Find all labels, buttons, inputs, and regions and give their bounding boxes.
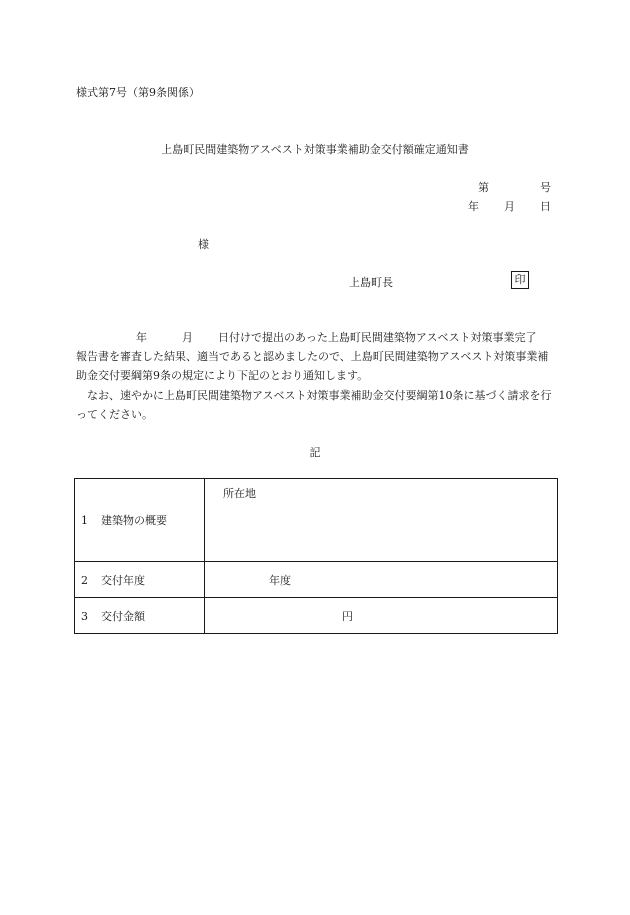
body-first-line [76,328,552,347]
grant-amount: 円 [205,598,558,634]
body-paragraph-2: なお、速やかに上島町民間建築物アスベスト対策事業補助金交付要綱第10条に基づく請求を行ってください。 [76,388,552,421]
row-label [75,598,205,634]
body-paragraph-1: 報告書を審査した結果、適当であると認めましたので、上島町民間建築物アスベスト対策事業補助金交付要綱第9条の規定により下記のとおり通知します。 [76,350,549,383]
body-date-day: 日付けで提出のあった上島町民間建築物アスベスト対策事業完了 [218,331,537,344]
grant-fiscal-year: 年度 [205,562,558,598]
row-number: 1 [81,514,88,527]
notice-body [76,328,552,424]
form-number: 様式第7号（第9条関係） [76,86,200,99]
date-month: 月 [504,200,515,213]
row-number: 2 [81,573,88,587]
row-label [75,562,205,598]
table-row [75,598,558,634]
table-row [75,479,558,562]
row-label-text: 交付年度 [101,573,145,587]
row-label-text: 交付金額 [101,609,145,623]
date-day: 日 [540,200,551,213]
date-year: 年 [468,200,479,213]
row-label-text: 建築物の概要 [101,514,167,527]
row-number: 3 [81,609,88,623]
document-title: 上島町民間建築物アスベスト対策事業補助金交付額確定通知書 [161,143,469,156]
body-date-month: 月 [182,331,193,344]
addressee: 様 [198,238,209,251]
table-row [75,562,558,598]
body-date-year: 年 [136,331,147,344]
seal-mark: 印 [511,271,529,289]
issuer-title: 上島町長 [349,276,393,289]
row-label [75,479,205,562]
details-table [74,478,558,634]
ki-heading: 記 [309,446,321,459]
building-location: 所在地 [205,479,558,562]
number-prefix: 第 [478,181,489,194]
number-suffix: 号 [540,181,551,194]
